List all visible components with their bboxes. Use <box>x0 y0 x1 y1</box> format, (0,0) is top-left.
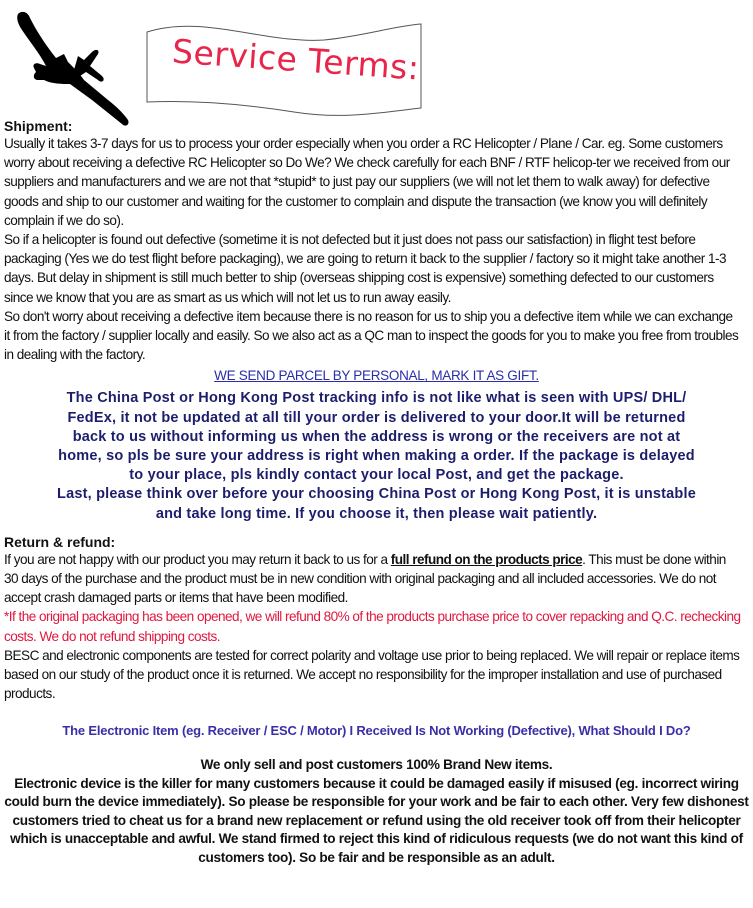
refund-text: If you are not happy with our product you may return it back to us for a <box>4 550 391 567</box>
brand-new-statement: We only sell and post customers 100% Brand New items. <box>200 757 553 773</box>
full-refund-emphasis: full refund on the products price <box>390 550 583 567</box>
airplane-silhouette-icon <box>4 4 136 130</box>
refund-body <box>4 550 741 704</box>
post-notice-line: Last, please think over before your choosing China Post or Hong Kong Post, it is unstable <box>57 486 696 503</box>
refund-paragraph: BESC and electronic components are tested for correct polarity and voltage use prior to being replaced. We will repair or replace items based on our study of the product once it is returned. We accept no responsibility for the improper installation and use of purchased products. <box>4 646 740 702</box>
post-notice-line: to your place, pls kindly contact your local Post, and get the package. <box>129 467 624 484</box>
post-notice-line: The China Post or Hong Kong Post tracking info is not like what is seen with UPS/ DHL/ <box>66 390 687 407</box>
shipment-paragraph: So don't worry about receiving a defective item because there is no reason for us to ship you a defective item while we can exchange it from the factory / supplier locally and easily. So we also act as a QC man to inspect the goods for you to make you free from troubles in dealing with the factory. <box>4 307 739 363</box>
gift-notice: WE SEND PARCEL BY PERSONAL, MARK IT AS GIFT. <box>214 368 539 384</box>
refund-heading: Return & refund: <box>4 533 116 550</box>
electronics-policy-text: Electronic device is the killer for many customers because it could be damaged easily if misused (eg. incorrect wiring could burn the device immediately). So please be responsible for your work and be fair to each other. Very few dishonest customers tried to cheat us for a brand new replacement or refund using the old receiver took off from their helicopter which is unacceptable and awful. We stand firmed to reject this kind of ridiculous requests (we do not want this kind of customers too). So be fair and be responsible as an adult. <box>4 775 749 865</box>
shipment-heading: Shipment: <box>4 118 73 134</box>
refund-text: . This must be done within 30 days of the purchase and the product must be in new condition with original packaging and all included accessories. We do not accept crash damaged parts or items that have been modified. <box>4 550 726 606</box>
shipment-paragraph: So if a helicopter is found out defective (sometime it is not defected but it just does not pass our satisfaction) in flight test before packaging (Yes we do test flight before packaging), we are going to return it back to the supplier / factory so it might take another 1-3 days. But delay in shipment is still much better to ship (overseas shipping cost is expensive) something defected to our customers since we know that you are as smart as us which will not let us to run away easily. <box>4 231 727 305</box>
post-notice-line: FedEx, it not be updated at all till your order is delivered to your door.It will be returned <box>67 409 686 426</box>
page-header <box>0 0 753 118</box>
electronics-policy <box>0 756 753 867</box>
refund-paragraph <box>4 550 741 608</box>
defective-electronics-question: The Electronic Item (eg. Receiver / ESC / Motor) I Received Is Not Working (Defective), What Should I Do? <box>62 723 691 739</box>
shipment-paragraph: Usually it takes 3-7 days for us to process your order especially when you order a RC Helicopter / Plane / Car. eg. Some customers worry about receiving a defective RC Helicopter so Do We? We check carefully for each BNF / RTF helicop-ter we received from our suppliers and manufacturers and we are not that *stupid* to just pay our suppliers (we will not let them to walk away) for defective goods and ship to our customer and waiting for the customer to complain and dispute the transaction (we know you will definitely complain if we do so). <box>4 135 730 228</box>
post-notice-line: and take long time. If you choose it, then please wait patiently. <box>155 505 598 522</box>
page-title: Service Terms: <box>170 31 421 88</box>
post-notice-line: back to us without informing us when the address is wrong or the receivers are not at <box>72 428 681 445</box>
shipment-body <box>4 134 741 364</box>
opened-packaging-notice: *If the original packaging has been opened, we will refund 80% of the products purchase price to cover repacking and Q.C. rechecking costs. We do not refund shipping costs. <box>4 608 741 644</box>
post-tracking-notice <box>0 389 753 523</box>
post-notice-line: home, so pls be sure your address is right when making a order. If the package is delayed <box>58 448 695 465</box>
